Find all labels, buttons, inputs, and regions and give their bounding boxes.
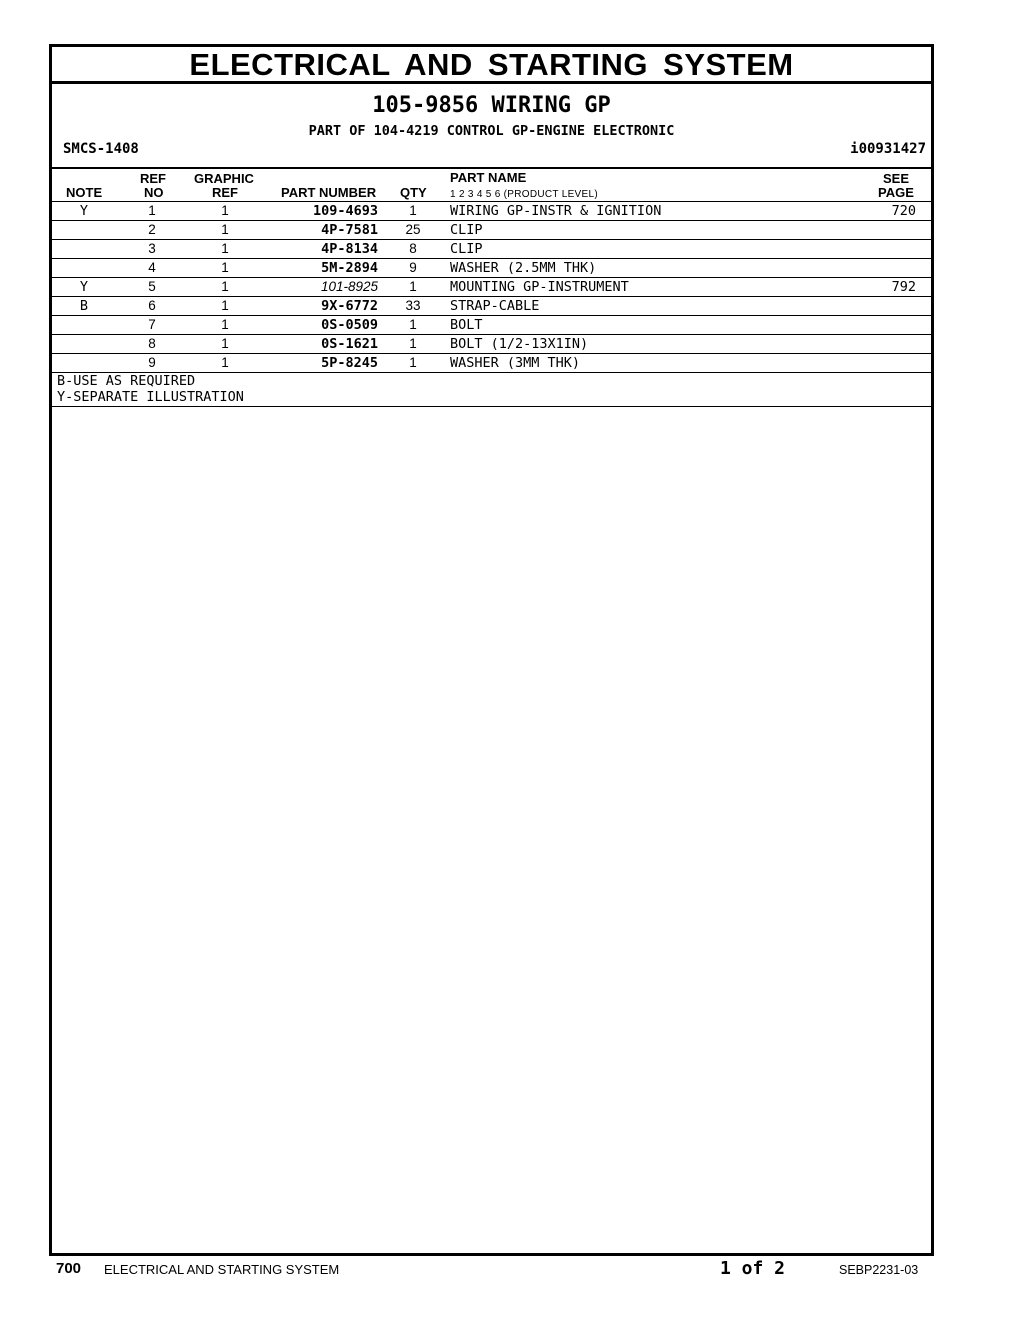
page-footer: [0, 1258, 1020, 1282]
qty-cell: 1: [409, 336, 417, 351]
qty-cell: 25: [405, 222, 421, 237]
graphic-ref-cell: 1: [221, 298, 229, 313]
header-ref-top: REF: [140, 171, 166, 186]
qty-cell: 1: [409, 317, 417, 332]
header-part-name: PART NAME: [450, 170, 527, 185]
table-row: [52, 354, 931, 373]
part-name-cell: STRAP-CABLE: [450, 298, 540, 314]
qty-cell: 8: [409, 241, 417, 256]
table-row: [52, 202, 931, 221]
ref-cell: 3: [148, 241, 156, 256]
note-cell: Y: [79, 279, 89, 295]
part-name-cell: CLIP: [450, 241, 483, 257]
header-see-top: SEE: [883, 171, 910, 186]
graphic-ref-cell: 1: [221, 317, 229, 332]
header-graphic-top: GRAPHIC: [194, 171, 254, 186]
part-number-cell: 0S-0509: [321, 317, 378, 333]
part-name-cell: MOUNTING GP-INSTRUMENT: [450, 279, 629, 295]
ref-cell: 4: [148, 260, 156, 275]
group-title: 105-9856 WIRING GP: [372, 93, 611, 118]
footer-doc-id: SEBP2231-03: [839, 1263, 919, 1277]
qty-cell: 33: [405, 298, 421, 313]
graphic-ref-cell: 1: [221, 203, 229, 218]
part-name-cell: WIRING GP-INSTR & IGNITION: [450, 203, 662, 219]
header-ref-bottom: NO: [144, 185, 164, 200]
ref-cell: 1: [148, 203, 156, 218]
part-name-cell: WASHER (2.5MM THK): [450, 260, 597, 276]
table-row: [52, 316, 931, 335]
table-header: [52, 169, 931, 202]
table-row: [52, 297, 931, 316]
footer-section: ELECTRICAL AND STARTING SYSTEM: [104, 1262, 340, 1277]
part-number-cell: 0S-1621: [321, 336, 378, 352]
part-number-cell: 9X-6772: [321, 298, 378, 314]
header-graphic-bottom: REF: [212, 185, 238, 200]
illustration-id: i00931427: [850, 141, 926, 157]
graphic-ref-cell: 1: [221, 355, 229, 370]
part-number-cell: 5P-8245: [321, 355, 378, 371]
ref-cell: 7: [148, 317, 156, 332]
ref-cell: 6: [148, 298, 156, 313]
ref-cell: 2: [148, 222, 156, 237]
graphic-ref-cell: 1: [221, 241, 229, 256]
note-b-legend: B-USE AS REQUIRED: [57, 373, 196, 389]
smcs-code: SMCS-1408: [63, 141, 139, 157]
part-name-cell: BOLT: [450, 317, 483, 333]
group-subtitle: PART OF 104-4219 CONTROL GP-ENGINE ELECTRONIC: [308, 123, 675, 139]
part-name-cell: WASHER (3MM THK): [450, 355, 581, 371]
header-note: NOTE: [66, 185, 103, 200]
smcs-row: [52, 139, 931, 169]
table-row: [52, 221, 931, 240]
note-cell: Y: [79, 203, 89, 219]
part-name-cell: BOLT (1/2-13X1IN): [450, 336, 589, 352]
parts-table-body: [52, 202, 931, 373]
part-number-cell: 109-4693: [312, 203, 378, 219]
part-number-cell: 4P-8134: [321, 241, 378, 257]
graphic-ref-cell: 1: [221, 260, 229, 275]
parts-page-frame: [49, 44, 934, 1256]
qty-cell: 1: [409, 355, 417, 370]
qty-cell: 1: [409, 203, 417, 218]
graphic-ref-cell: 1: [221, 222, 229, 237]
notes-legend: [52, 373, 931, 407]
header-qty: QTY: [400, 185, 427, 200]
table-row: [52, 259, 931, 278]
ref-cell: 9: [148, 355, 156, 370]
part-name-cell: CLIP: [450, 222, 483, 238]
header-part-number: PART NUMBER: [281, 185, 377, 200]
note-y-legend: Y-SEPARATE ILLUSTRATION: [57, 388, 244, 405]
see-page-cell: 720: [891, 203, 916, 219]
ref-cell: 8: [148, 336, 156, 351]
header-see-bottom: PAGE: [878, 185, 914, 200]
footer-page-number: 700: [56, 1260, 82, 1277]
header-product-level: 1 2 3 4 5 6 (PRODUCT LEVEL): [450, 189, 598, 200]
graphic-ref-cell: 1: [221, 279, 229, 294]
part-number-cell: 5M-2894: [321, 260, 378, 276]
part-number-cell: 101-8925: [320, 279, 378, 294]
ref-cell: 5: [148, 279, 156, 294]
see-page-cell: 792: [891, 279, 916, 295]
note-cell: B: [79, 298, 89, 314]
footer-page-of: 1 of 2: [720, 1258, 786, 1279]
table-row: [52, 240, 931, 259]
qty-cell: 1: [409, 279, 417, 294]
qty-cell: 9: [409, 260, 417, 275]
table-row: [52, 335, 931, 354]
part-number-cell: 4P-7581: [321, 222, 378, 238]
section-title: ELECTRICAL AND STARTING SYSTEM: [52, 47, 931, 84]
table-row: [52, 278, 931, 297]
graphic-ref-cell: 1: [221, 336, 229, 351]
